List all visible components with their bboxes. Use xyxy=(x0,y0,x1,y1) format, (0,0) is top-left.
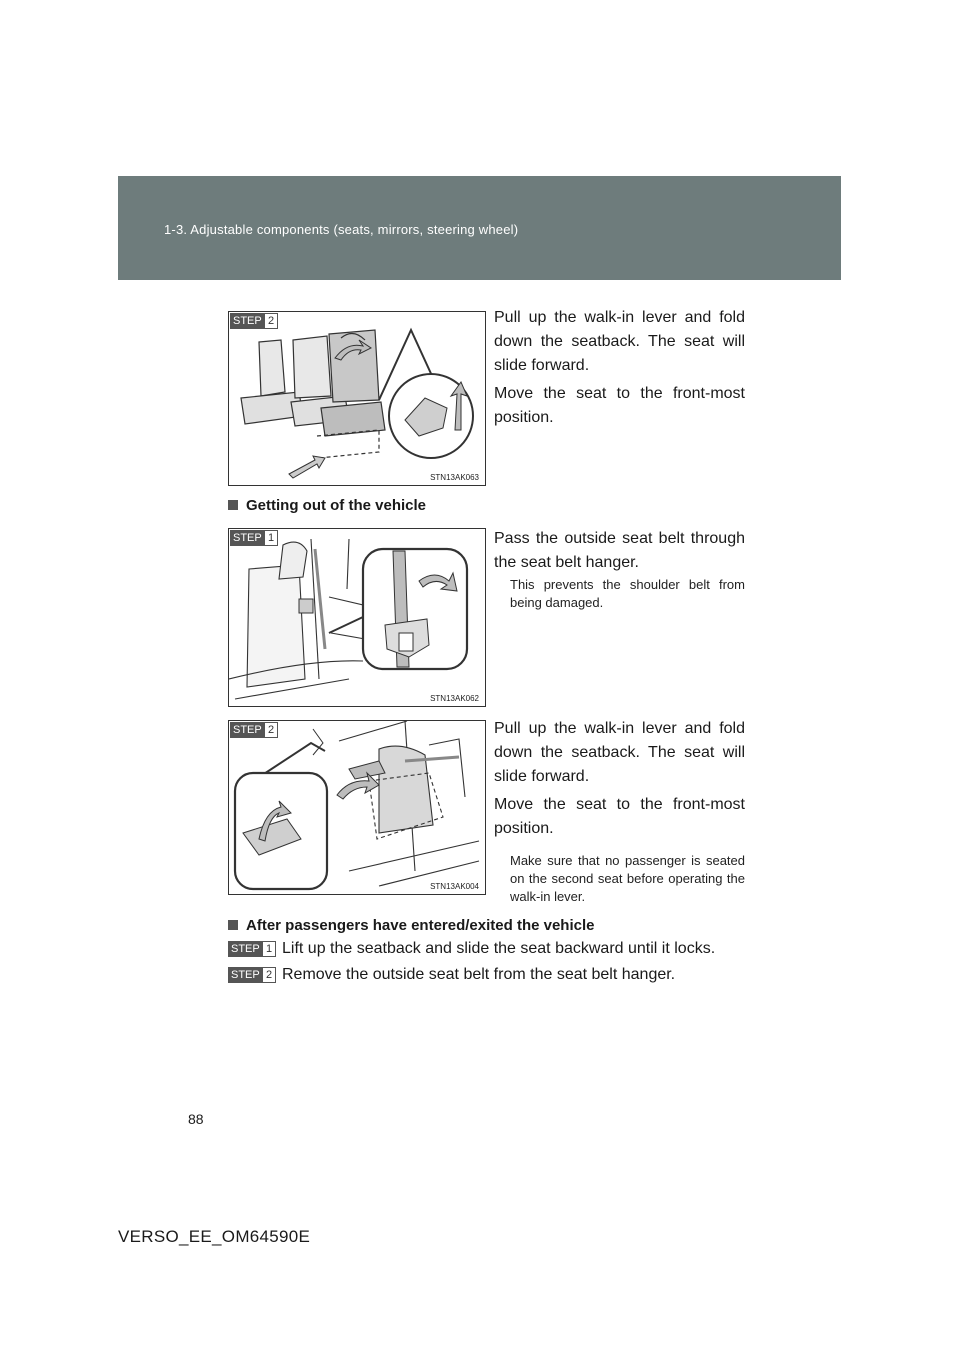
figure-belt-hanger xyxy=(228,528,486,707)
seat-fold-illustration xyxy=(229,312,485,485)
page-number: 88 xyxy=(188,1111,204,1127)
note-paragraph: This prevents the shoulder belt from being damaged. xyxy=(510,577,745,610)
instruction-paragraph: Move the seat to the front-most position. xyxy=(494,385,745,426)
chapter-header xyxy=(118,176,841,280)
step-instruction: STEP 2 Remove the outside seat belt from the seat belt hanger. xyxy=(228,966,675,984)
walk-in-lever-illustration xyxy=(229,721,485,894)
step-badge: STEP 1 xyxy=(228,941,276,957)
figure-code: STN13AK004 xyxy=(430,882,479,891)
chapter-title: 1-3. Adjustable components (seats, mirrors, steering wheel) xyxy=(164,222,519,237)
square-bullet-icon xyxy=(228,920,238,930)
square-bullet-icon xyxy=(228,500,238,510)
step-badge: STEP 2 xyxy=(230,313,278,329)
figure-walk-in-lever xyxy=(228,720,486,895)
instruction-paragraph: Pull up the walk-in lever and fold down the seatback. The seat will slide forward. xyxy=(494,720,745,785)
instruction-paragraph: Move the seat to the front-most position. xyxy=(494,796,745,837)
note-paragraph: Make sure that no passenger is seated on the second seat before operating the walk-in lever. xyxy=(510,853,745,904)
figure-seat-fold xyxy=(228,311,486,486)
section-heading: After passengers have entered/exited the vehicle xyxy=(228,917,594,934)
step-badge: STEP 2 xyxy=(228,967,276,983)
figure-code: STN13AK062 xyxy=(430,694,479,703)
step-badge: STEP 1 xyxy=(230,530,278,546)
instruction-paragraph: Pass the outside seat belt through the seat belt hanger. xyxy=(494,530,745,571)
document-code: VERSO_EE_OM64590E xyxy=(118,1227,311,1246)
section-heading: Getting out of the vehicle xyxy=(228,497,426,514)
step-instruction: STEP 1 Lift up the seatback and slide the seat backward until it locks. xyxy=(228,940,715,958)
belt-hanger-illustration xyxy=(229,529,485,706)
step-badge: STEP 2 xyxy=(230,722,278,738)
figure-code: STN13AK063 xyxy=(430,473,479,482)
instruction-paragraph: Pull up the walk-in lever and fold down the seatback. The seat will slide forward. xyxy=(494,309,745,374)
